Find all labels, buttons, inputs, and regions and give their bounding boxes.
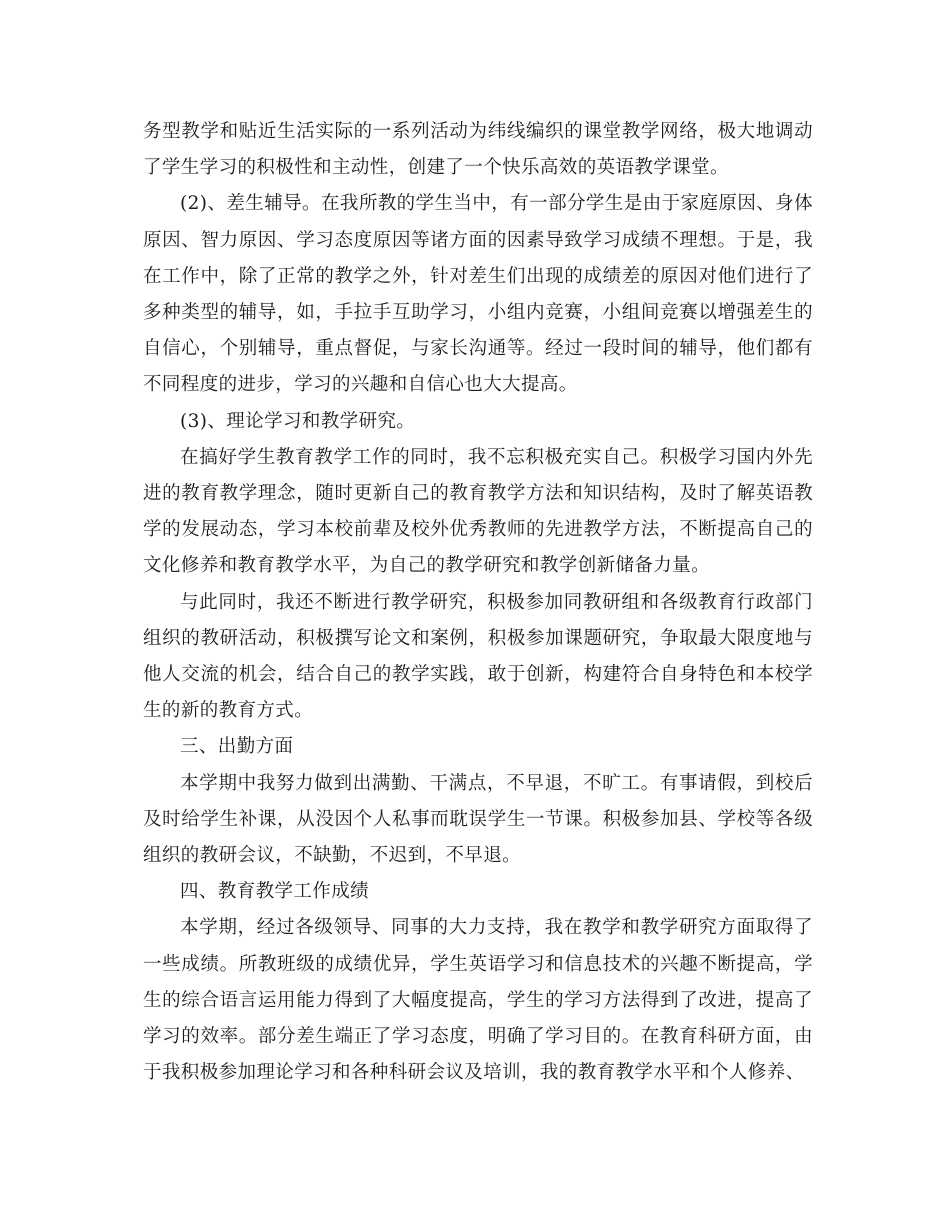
paragraph-remedial-tutoring: (2)、差生辅导。在我所教的学生当中，有一部分学生是由于家庭原因、身体原因、智力原因、学习态度原因等诸方面的因素导致学习成绩不理想。于是，我在工作中，除了正常的教学之外，针对差生们出现的成绩差的原因对他们进行了多种类型的辅导，如，手拉手互助学习，小组内竞赛，小组间竞赛以增强差生的自信心，个别辅导，重点督促，与家长沟通等。经过一段时间的辅导，他们都有不同程度的进步，学习的兴趣和自信心也大大提高。 <box>143 193 813 396</box>
paragraph-continuation: 务型教学和贴近生活实际的一系列活动为纬线编织的课堂教学网络，极大地调动了学生学习的积极性和主动性，创建了一个快乐高效的英语教学课堂。 <box>143 121 813 179</box>
document-body <box>143 114 813 1091</box>
paragraph-self-improvement: 在搞好学生教育教学工作的同时，我不忘积极充实自己。积极学习国内外先进的教育教学理念，随时更新自己的教育教学方法和知识结构，及时了解英语教学的发展动态，学习本校前辈及校外优秀教师的先进教学方法，不断提高自己的文化修养和教育教学水平，为自己的教学研究和教学创新储备力量。 <box>143 446 813 577</box>
paragraph-attendance: 本学期中我努力做到出满勤、干满点，不早退，不旷工。有事请假，到校后及时给学生补课，从没因个人私事而耽误学生一节课。积极参加县、学校等各级组织的教研会议，不缺勤，不迟到，不早退。 <box>143 772 813 867</box>
subheading-theory-study: (3)、理论学习和教学研究。 <box>180 410 416 432</box>
paragraph-teaching-research: 与此同时，我还不断进行教学研究，积极参加同教研组和各级教育行政部门组织的教研活动，积极撰写论文和案例，积极参加课题研究，争取最大限度地与他人交流的机会，结合自己的教学实践，敢于创新，构建符合自身特色和本校学生的新的教育方式。 <box>143 591 813 722</box>
paragraph-achievements: 本学期，经过各级领导、同事的大力支持，我在教学和教学研究方面取得了一些成绩。所教班级的成绩优异，学生英语学习和信息技术的兴趣不断提高，学生的综合语言运用能力得到了大幅度提高，学生的学习方法得到了改进，提高了学习的效率。部分差生端正了学习态度，明确了学习目的。在教育科研方面，由于我积极参加理论学习和各种科研会议及培训，我的教育教学水平和个人修养、 <box>143 917 813 1084</box>
heading-attendance: 三、出勤方面 <box>180 736 294 758</box>
heading-achievements: 四、教育教学工作成绩 <box>180 881 370 903</box>
